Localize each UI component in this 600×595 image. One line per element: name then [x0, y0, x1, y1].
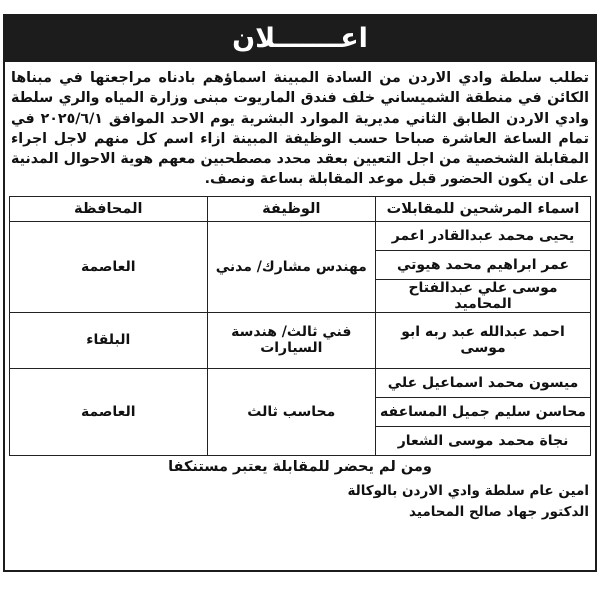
candidate-name: يحيى محمد عبدالقادر اعمر: [376, 221, 591, 250]
candidate-name: عمر ابراهيم محمد هيوتي: [376, 250, 591, 279]
signatory-name: الدكتور جهاد صالح المحاميد: [409, 503, 589, 520]
announcement-page: [0, 14, 600, 595]
header-candidate-names: اسماء المرشحين للمقابلات: [376, 196, 591, 221]
governorate: العاصمة: [10, 368, 208, 455]
closing-note: ومن لم يحضر للمقابلة يعتبر مستنكفا: [168, 458, 432, 475]
table-row: [10, 221, 591, 250]
announcement-title-bar: [3, 14, 597, 62]
candidate-name: احمد عبدالله عبد ربه ابو موسى: [376, 312, 591, 368]
candidate-name: نجاة محمد موسى الشعار: [376, 426, 591, 455]
header-governorate: المحافظة: [10, 196, 208, 221]
job-title: محاسب ثالث: [207, 368, 375, 455]
table-row: [10, 368, 591, 397]
signature-block: [9, 481, 589, 523]
announcement-title: اعـــــــلان: [232, 22, 368, 54]
job-title: مهندس مشارك/ مدني: [207, 221, 375, 312]
candidate-name: ميسون محمد اسماعيل علي: [376, 368, 591, 397]
table-header-row: [10, 196, 591, 221]
announcement-frame: [3, 62, 597, 572]
candidate-name: موسى علي عبدالفتاح المحاميد: [376, 279, 591, 312]
candidate-name: محاسن سليم جميل المساعفه: [376, 397, 591, 426]
table-row: [10, 312, 591, 368]
governorate: العاصمة: [10, 221, 208, 312]
job-title: فني ثالث/ هندسة السيارات: [207, 312, 375, 368]
signatory-title: امين عام سلطة وادي الاردن بالوكالة: [347, 482, 589, 499]
candidates-table: [9, 196, 591, 456]
intro-paragraph: تطلب سلطة وادي الاردن من السادة المبينة اسماؤهم بادناه مراجعتها في مبناها الكائن في منطقة الشميساني خلف فندق الماريوت مبنى وزارة المياه والري سلطة وادي الاردن الطابق الثاني مديرية الموارد البشرية يوم الاحد الموافق ٢٠٢٥/٦/١ في تمام الساعة العاشرة صباحا حسب الوظيفة المبينة ازاء اسم كل منهم لاجل اجراء المقابلة الشخصية من اجل التعيين بعقد محدد مصطحبين معهم هوية الاحوال المدنية على ان يكون الحضور قبل موعد المقابلة بساعة ونصف.: [11, 70, 589, 188]
header-job: الوظيفة: [207, 196, 375, 221]
governorate: البلقاء: [10, 312, 208, 368]
